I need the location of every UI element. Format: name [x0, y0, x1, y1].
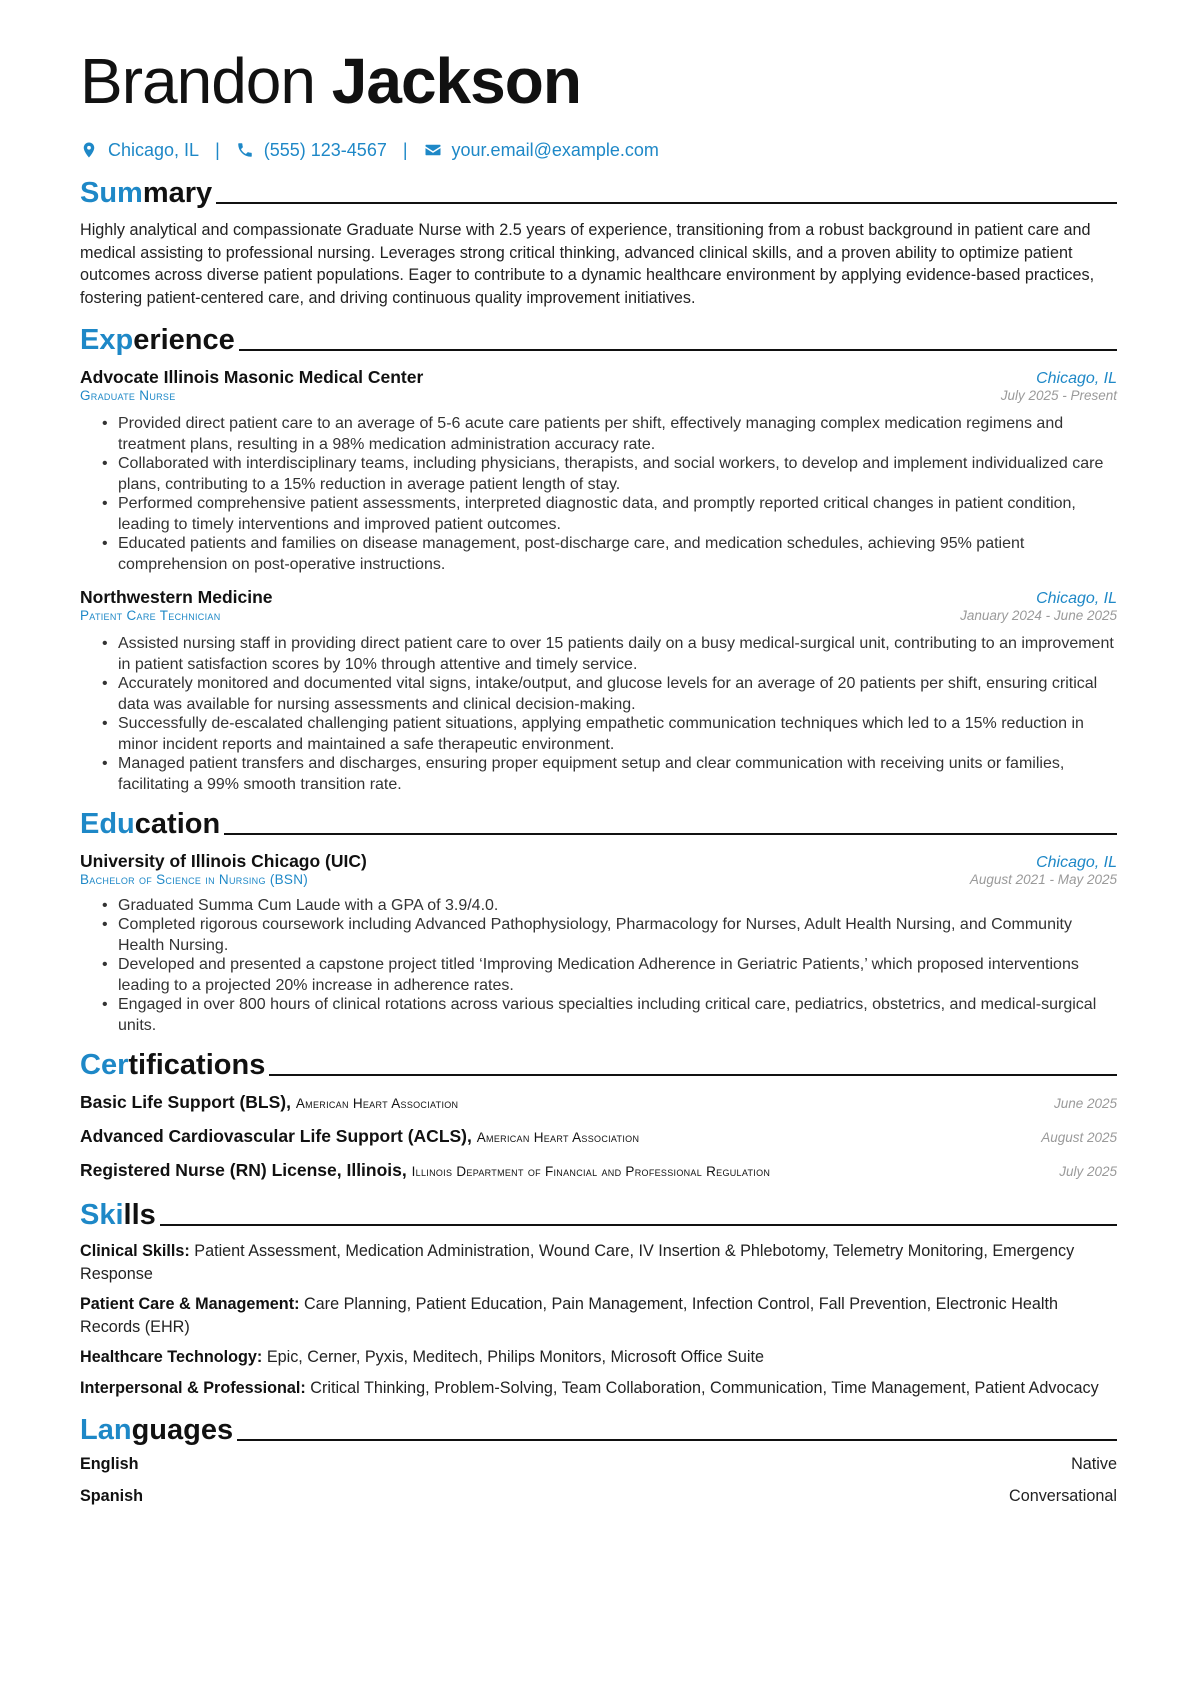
skill-group: [80, 1293, 1117, 1338]
certification-issuer: American Heart Association: [295, 1096, 459, 1111]
language-level: Conversational: [1009, 1487, 1117, 1505]
certification-date: August 2025: [1041, 1130, 1117, 1145]
bullet-item: • Completed rigorous coursework including Advanced Pathophysiology, Pharmacology for Nurses, Adult Health Nursing, and Community Health Nursing.: [118, 914, 1117, 956]
section-title: [80, 1198, 156, 1232]
section-rule: [160, 1224, 1117, 1226]
job-entry: [80, 367, 1117, 575]
certification-item: Registered Nurse (RN) License, Illinois, Illinois Department of Financial and Professional Regulation July 2025: [80, 1160, 1117, 1180]
skill-group: [80, 1377, 1117, 1400]
contact-bar: [80, 138, 1117, 162]
skills-heading: [80, 1196, 1117, 1232]
section-rule: [269, 1074, 1117, 1076]
contact-phone[interactable]: [236, 140, 387, 161]
job-bullets: [80, 413, 1117, 575]
section-title-rest: guages: [131, 1414, 234, 1446]
bullet-item: • Developed and presented a capstone project titled ‘Improving Medication Adherence in Geriatric Patients,’ which proposed interventions leading to a projected 20% increase in adherence rates.: [118, 954, 1117, 996]
section-title-rest: tifications: [128, 1049, 266, 1081]
skill-group: [80, 1346, 1117, 1369]
job-bullets: [80, 633, 1117, 795]
certification-issuer: American Heart Association: [476, 1130, 640, 1145]
degree: Bachelor of Science in Nursing (BSN): [80, 872, 309, 887]
phone-icon: [236, 141, 254, 159]
skill-label: Interpersonal & Professional:: [80, 1378, 306, 1397]
section-title-accent: Ski: [80, 1199, 124, 1231]
languages-heading: [80, 1411, 1117, 1447]
certification-item: Advanced Cardiovascular Life Support (ACLS), American Heart Association August 2025: [80, 1126, 1117, 1146]
section-title-accent: Lan: [80, 1414, 132, 1446]
section-title: [80, 176, 212, 210]
skill-group: [80, 1240, 1117, 1285]
experience-heading: [80, 321, 1117, 357]
section-rule: [237, 1439, 1117, 1441]
summary-text: Highly analytical and compassionate Graduate Nurse with 2.5 years of experience, transitioning from a robust background in patient care and medical assisting to professional nursing. Leverages strong critical thinking, advanced clinical skills, and a proven ability to optimize patient outcomes across diverse patient populations. Eager to contribute to a dynamic healthcare environment by applying evidence-based practices, fostering patient-centered care, and driving continuous quality improvement initiatives.: [80, 221, 1095, 307]
education-dates: August 2021 - May 2025: [969, 872, 1117, 887]
section-title-accent: Edu: [80, 808, 135, 840]
skill-values: Critical Thinking, Problem-Solving, Team Collaboration, Communication, Time Management, Patient Advocacy: [310, 1378, 1099, 1397]
section-rule: [239, 349, 1117, 351]
envelope-icon: [424, 141, 442, 159]
job-dates: July 2025 - Present: [1000, 388, 1117, 403]
section-title-rest: cation: [134, 808, 221, 840]
certification-issuer: Illinois Department of Financial and Professional Regulation: [411, 1164, 771, 1179]
location-text: Chicago, IL: [108, 139, 200, 160]
job-dates: January 2024 - June 2025: [960, 608, 1117, 623]
certification-date: June 2025: [1053, 1096, 1117, 1111]
contact-location: [80, 140, 199, 161]
job-location: Chicago, IL: [1036, 590, 1117, 607]
certification-item: Basic Life Support (BLS), American Heart Association June 2025: [80, 1092, 1117, 1112]
section-title: [80, 323, 235, 357]
education-entry: [80, 851, 1117, 1036]
email-link: your.email@example.com: [451, 139, 659, 160]
skill-label: Healthcare Technology:: [80, 1348, 263, 1366]
bullet-item: • Engaged in over 800 hours of clinical rotations across various specialties including critical care, pediatrics, obstetrics, and medical-surgical units.: [118, 994, 1117, 1036]
bullet-item: • Assisted nursing staff in providing direct patient care to over 15 patients daily on a busy medical-surgical unit, contributing to an improvement in patient satisfaction scores by 10% through attentive and timely service.: [118, 633, 1117, 675]
language-item: [80, 1455, 1117, 1479]
section-title-rest: lls: [123, 1199, 156, 1231]
bullet-item: • Provided direct patient care to an average of 5-6 acute care patients per shift, effectively managing complex medication regimens and treatment plans, resulting in a 98% medication administration accuracy rate.: [118, 413, 1117, 455]
skill-values: Epic, Cerner, Pyxis, Meditech, Philips Monitors, Microsoft Office Suite: [266, 1348, 765, 1366]
contact-separator: |: [402, 139, 408, 160]
contact-separator: |: [215, 139, 220, 160]
bullet-item: • Successfully de-escalated challenging patient situations, applying empathetic communication techniques which led to a 15% reduction in minor incident reports and maintained a safe therapeutic environment.: [118, 713, 1117, 755]
certification-name: Advanced Cardiovascular Life Support (ACLS): [80, 1126, 468, 1146]
map-pin-icon: [80, 141, 98, 159]
section-title: [80, 1413, 233, 1447]
bullet-item: • Managed patient transfers and discharges, ensuring proper equipment setup and clear communication with receiving units or families, facilitating a 99% smooth transition rate.: [118, 753, 1117, 795]
last-name: Jackson: [331, 45, 581, 117]
school-location: Chicago, IL: [1036, 854, 1117, 871]
contact-email[interactable]: [424, 140, 659, 161]
certification-name: Basic Life Support (BLS): [80, 1092, 287, 1112]
section-rule: [224, 833, 1117, 835]
language-item: [80, 1487, 1117, 1511]
first-name: Brandon: [80, 45, 315, 117]
skill-values: Care Planning, Patient Education, Pain Management, Infection Control, Fall Prevention, Electronic Health Records (EHR): [80, 1295, 1059, 1336]
certification-date: July 2025: [1059, 1164, 1117, 1179]
language-level: Native: [1071, 1455, 1117, 1473]
education-heading: [80, 805, 1117, 841]
summary-heading: [80, 174, 1117, 210]
job-organization: Northwestern Medicine: [80, 587, 273, 607]
bullet-item: • Graduated Summa Cum Laude with a GPA of 3.9/4.0.: [118, 895, 1117, 916]
job-location: Chicago, IL: [1036, 370, 1117, 387]
section-title-accent: Cer: [80, 1049, 129, 1081]
job-entry: [80, 587, 1117, 795]
skill-label: Patient Care & Management:: [80, 1295, 300, 1313]
job-role: Patient Care Technician: [80, 608, 221, 623]
job-organization: Advocate Illinois Masonic Medical Center: [80, 367, 424, 387]
phone-text: (555) 123-4567: [263, 139, 387, 160]
skill-label: Clinical Skills:: [80, 1242, 190, 1260]
skill-values: Patient Assessment, Medication Administration, Wound Care, IV Insertion & Phlebotomy, Telemetry Monitoring, Emergency Response: [80, 1242, 1075, 1283]
section-title-rest: mary: [142, 177, 213, 209]
education-bullets: [80, 895, 1117, 1036]
bullet-item: • Educated patients and families on disease management, post-discharge care, and medication schedules, achieving 95% patient comprehension on post-operative instructions.: [118, 533, 1117, 575]
job-role: Graduate Nurse: [80, 388, 176, 403]
section-title-accent: Exp: [80, 324, 134, 356]
section-title: [80, 1048, 265, 1082]
certification-name: Registered Nurse (RN) License, Illinois: [80, 1160, 402, 1180]
section-rule: [216, 202, 1117, 204]
section-title-rest: erience: [133, 324, 235, 356]
bullet-item: • Accurately monitored and documented vital signs, intake/output, and glucose levels for an average of 20 patients per shift, ensuring critical data was available for nursing assessments and clinical decision-making.: [118, 673, 1117, 715]
section-title: [80, 807, 220, 841]
school-name: University of Illinois Chicago (UIC): [80, 851, 367, 871]
bullet-item: • Performed comprehensive patient assessments, interpreted diagnostic data, and promptly reported critical changes in patient condition, leading to timely interventions and improved patient outcomes.: [118, 493, 1117, 535]
bullet-item: • Collaborated with interdisciplinary teams, including physicians, therapists, and social workers, to develop and implement individualized care plans, contributing to a 15% reduction in average patient length of stay.: [118, 453, 1117, 495]
candidate-name: [80, 38, 1117, 124]
certifications-heading: [80, 1046, 1117, 1082]
language-name: Spanish: [80, 1487, 143, 1505]
section-title-accent: Sum: [80, 177, 143, 209]
language-name: English: [80, 1455, 139, 1473]
